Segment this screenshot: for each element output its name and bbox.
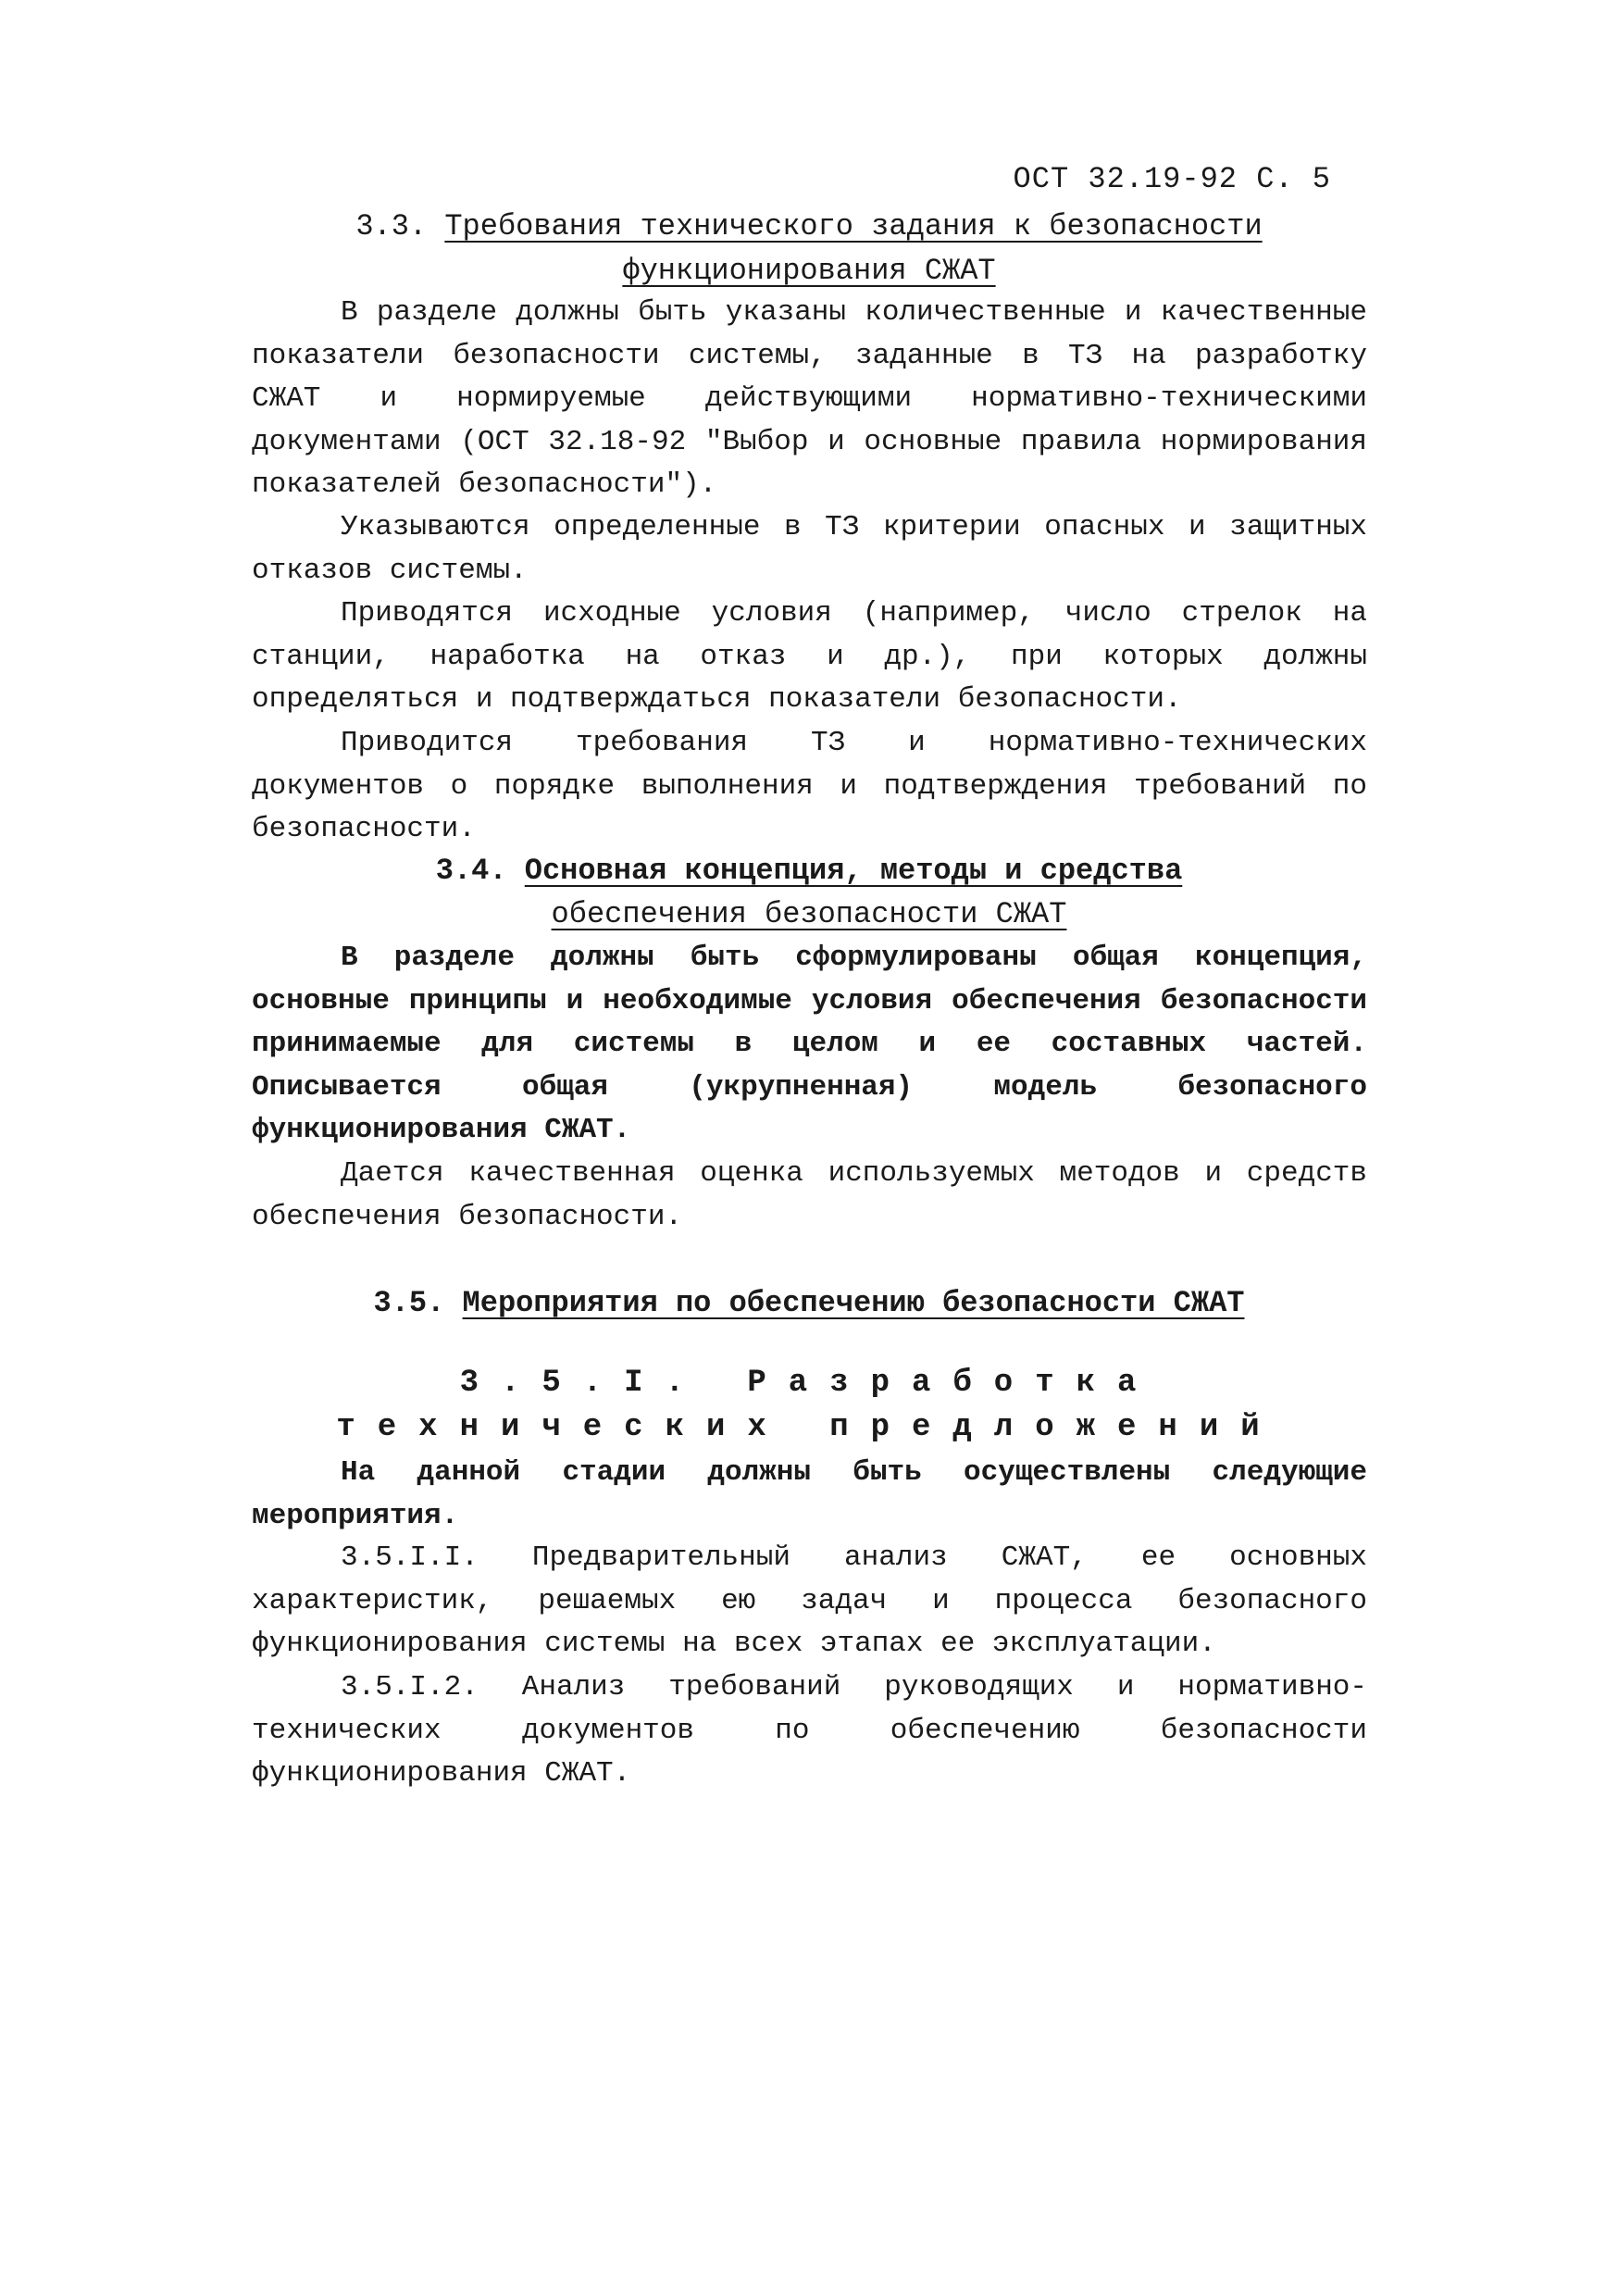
section-3-4-heading <box>0 850 1618 892</box>
section-3-3-heading <box>0 206 1618 248</box>
section-3-4-heading-line2 <box>0 893 1618 936</box>
section-3-3-paragraph-4: Приводится требования ТЗ и нормативно-технических документов о порядке выполнения и подтверждения требований по безопасности. <box>252 727 1367 845</box>
section-3-3-paragraph-1: В разделе должны быть указаны количественные и качественные показатели безопасности системы, заданные в ТЗ на разработку СЖАТ и нормируемые действующими нормативно-техническими документами (ОСТ 32.18-92 "Выбор и основные правила нормирования показателей безопасности"). <box>252 296 1367 501</box>
section-3-5-1-paragraph-1: На данной стадии должны быть осуществлены следующие мероприятия. <box>252 1456 1367 1532</box>
section-3-4-paragraph-2: Дается качественная оценка используемых методов и средств обеспечения безопасности. <box>252 1157 1367 1233</box>
section-3-5-title: Мероприятия по обеспечению безопасности СЖАТ <box>462 1286 1245 1320</box>
section-3-5-1-subtitle: технических предложений <box>336 1410 1282 1445</box>
section-3-3-heading-line2 <box>0 250 1618 293</box>
section-3-5-number: 3.5. <box>373 1286 445 1320</box>
section-3-3-title-line1: Требования технического задания к безопасности <box>444 209 1263 243</box>
section-3-5-heading <box>0 1282 1618 1325</box>
section-3-5-1-heading: 3.5.I. Разработка <box>459 1366 1159 1401</box>
section-3-3-paragraph-3: Приводятся исходные условия (например, число стрелок на станции, наработка на отказ и др.), при которых должны определяться и подтверждаться показатели безопасности. <box>252 597 1367 716</box>
page-header: ОСТ 32.19-92 С. 5 <box>1013 162 1331 196</box>
section-3-4-title-line1: Основная концепция, методы и средства <box>524 854 1183 888</box>
section-3-5-1-1-paragraph: 3.5.I.I. Предварительный анализ СЖАТ, ее основных характеристик, решаемых ею задач и процесса безопасного функционирования системы на всех этапах ее эксплуатации. <box>252 1541 1367 1660</box>
section-3-5-1-2-paragraph: 3.5.I.2. Анализ требований руководящих и нормативно-технических документов по обеспечению безопасности функционирования СЖАТ. <box>252 1671 1367 1790</box>
section-3-4-paragraph-1: В разделе должны быть сформулированы общая концепция, основные принципы и необходимые условия обеспечения безопасности принимаемые для системы в целом и ее составных частей. Описывается общая (укрупненная) модель безопасного функционирования СЖАТ. <box>252 942 1367 1146</box>
section-3-3-paragraph-2: Указываются определенные в ТЗ критерии опасных и защитных отказов системы. <box>252 511 1367 587</box>
section-3-3-number: 3.3. <box>355 209 428 243</box>
section-3-4-title-line2: обеспечения безопасности СЖАТ <box>551 897 1067 931</box>
section-3-4-number: 3.4. <box>435 854 507 888</box>
section-3-3-title-line2: функционирования СЖАТ <box>622 254 996 288</box>
